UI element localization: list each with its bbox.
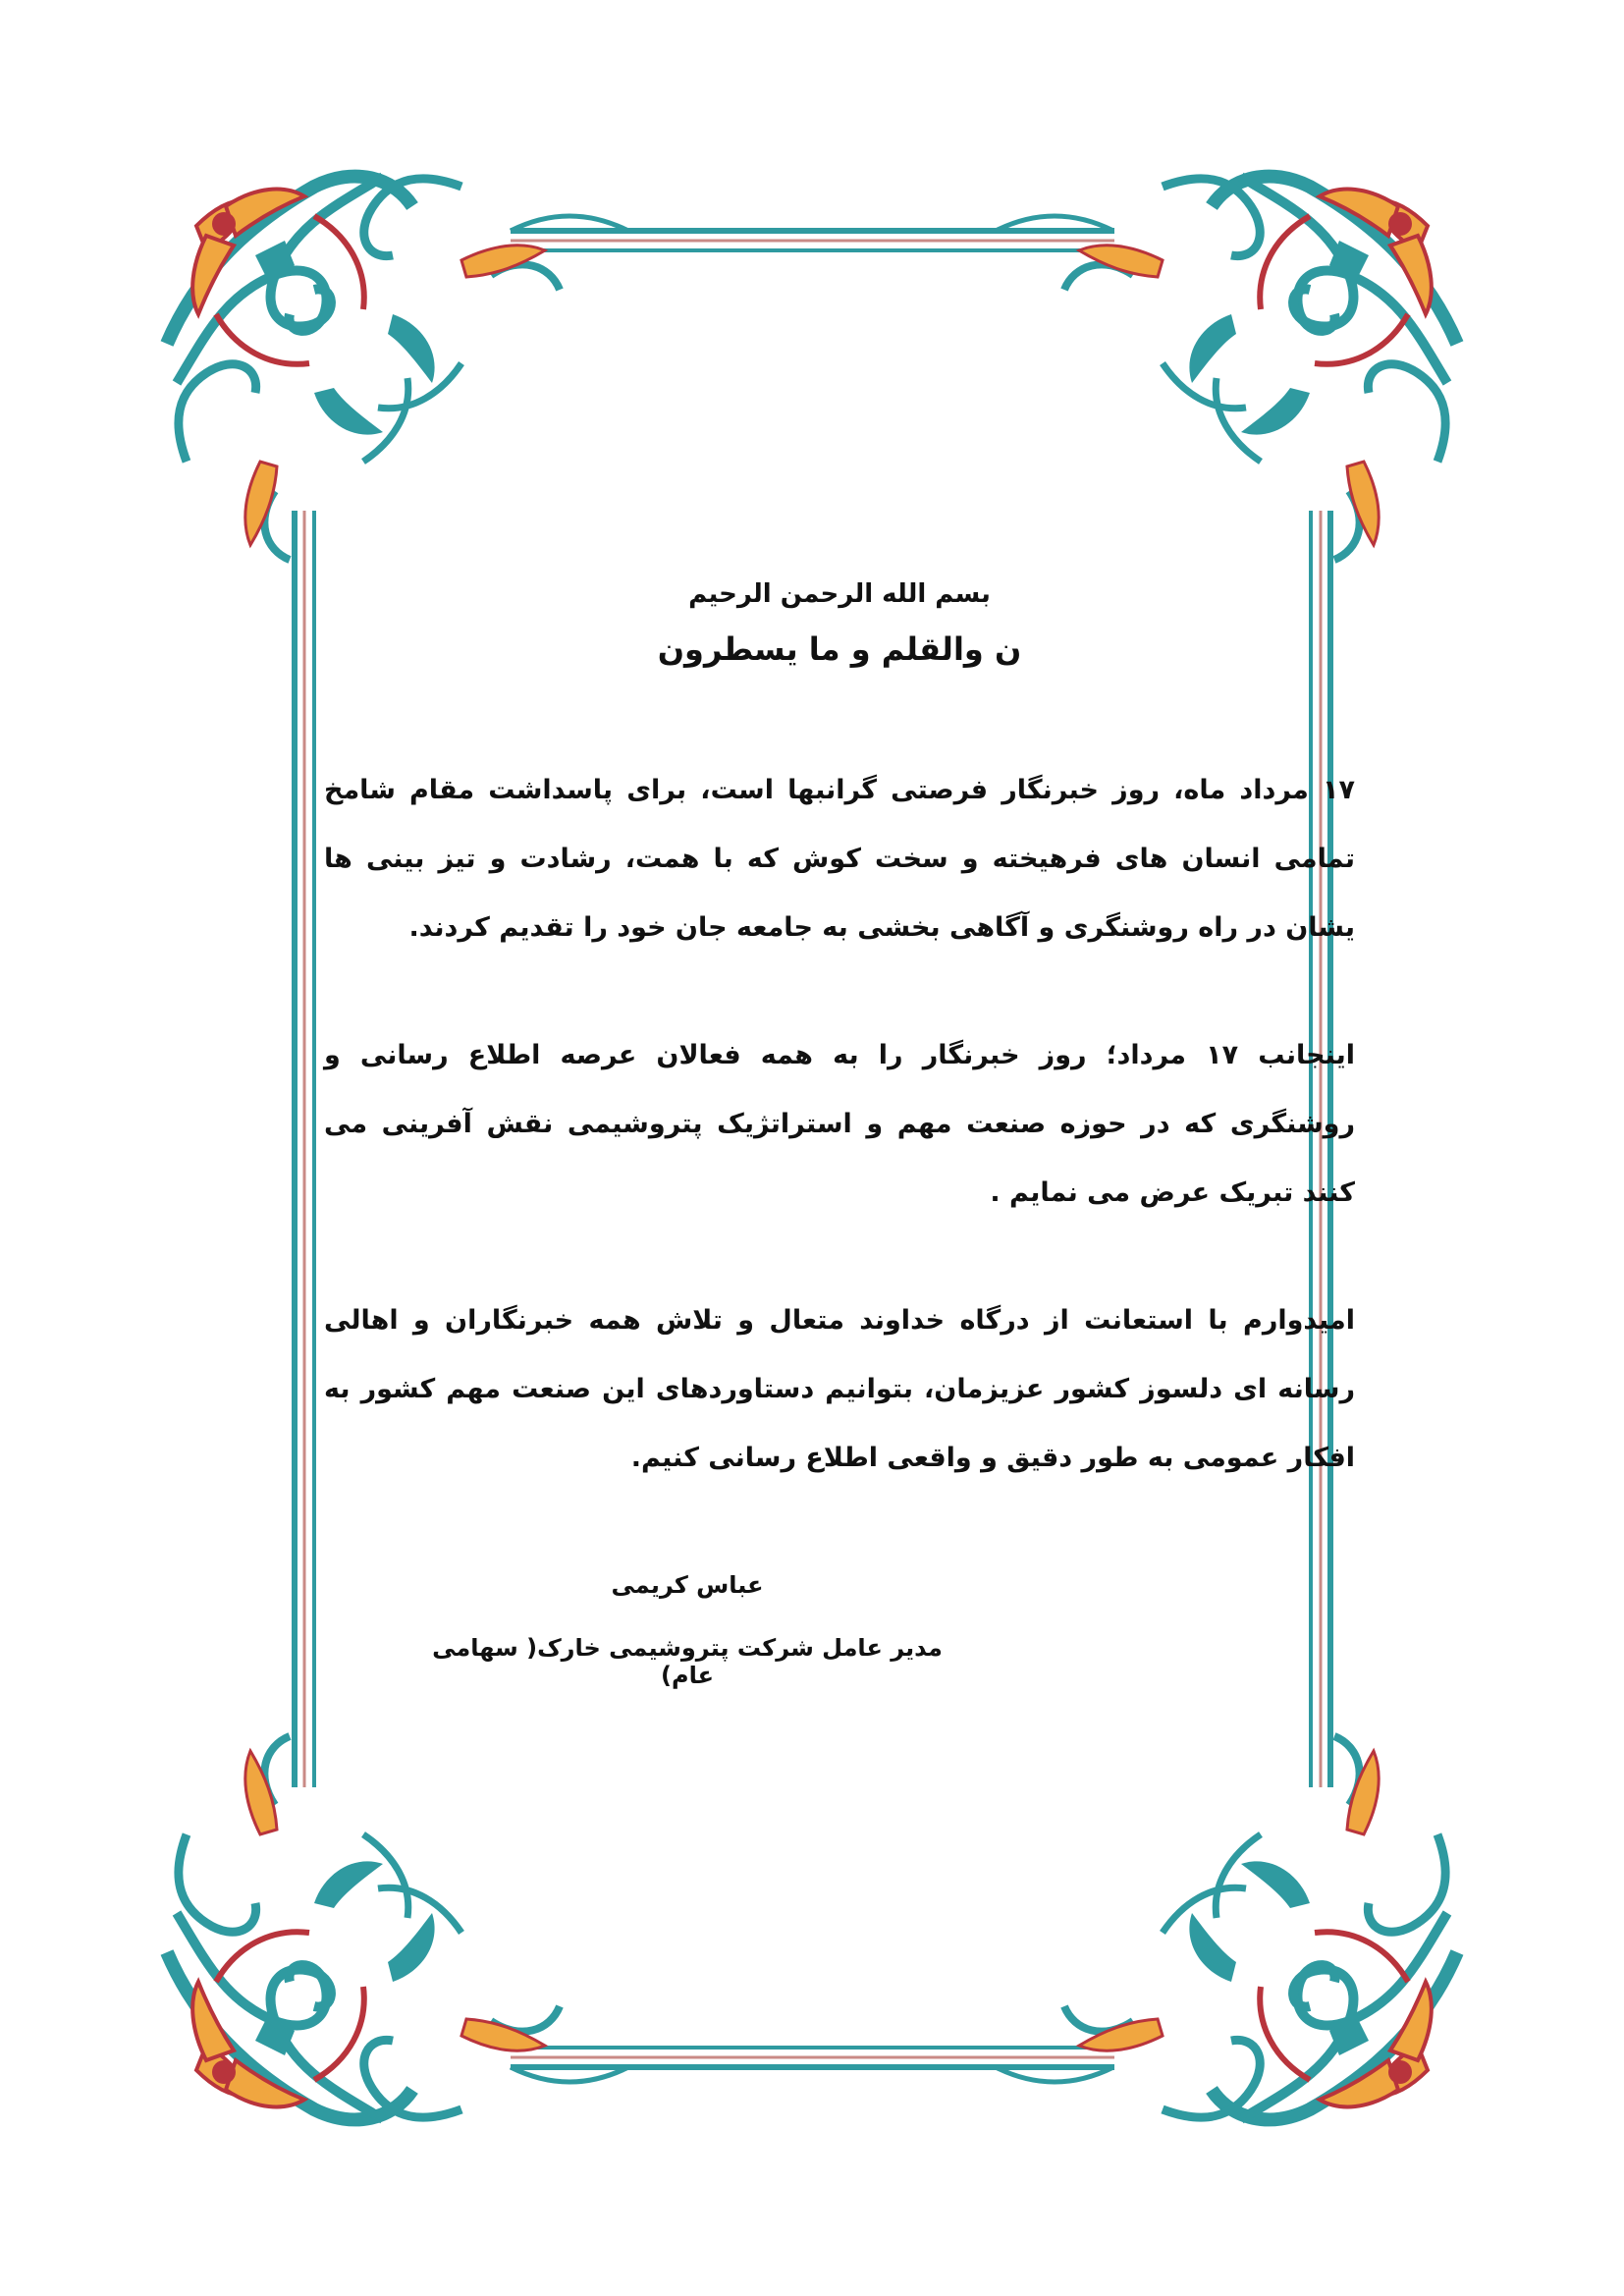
paragraph-2: اینجانب ۱۷ مرداد؛ روز خبرنگار را به همه فعالان عرصه اطلاع رسانی و روشنگری که در حوزه صنعت مهم و استراتژیک پتروشیمی نقش آفرینی می کنند تبریک عرض می نمایم . xyxy=(324,1040,1355,1208)
signer-name: عباس کریمی xyxy=(611,1571,764,1599)
bismillah-heading: بسم الله الرحمن الرحیم xyxy=(688,579,991,609)
signer-title: مدیر عامل شرکت پتروشیمی خارک( سهامی عام) xyxy=(432,1634,943,1689)
paragraph-3: امیدوارم با استعانت از درگاه خداوند متعال و تلاش همه خبرنگاران و اهالی رسانه ای دلسوز کشور عزیزمان، بتوانیم دستاوردهای این صنعت مهم کشور به افکار عمومی به طور دقیق و واقعی اطلاع رسانی کنیم. xyxy=(324,1305,1355,1473)
signature-block xyxy=(432,1571,943,1689)
paragraph-1: ۱۷ مرداد ماه، روز خبرنگار فرصتی گرانبها است، برای پاسداشت مقام شامخ تمامی انسان های فرهیخته و سخت کوش که با همت، رشادت و تیز بینی ها یشان در راه روشنگری و آگاهی بخشی به جامعه جان خود را تقدیم کردند. xyxy=(324,775,1355,943)
quran-verse: ن والقلم و ما یسطرون xyxy=(657,630,1022,668)
letter-body xyxy=(324,579,1355,1552)
